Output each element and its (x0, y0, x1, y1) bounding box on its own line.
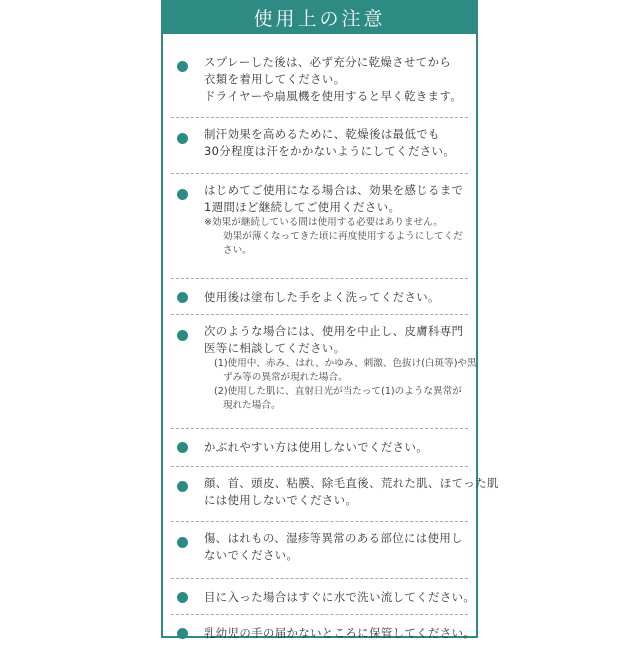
caution-text-line: 1週間ほど継続してご使用ください。 (204, 200, 401, 214)
caution-title: 使用上の注意 (253, 7, 386, 30)
bullet-dot-icon (177, 189, 188, 200)
caution-text-line: かぶれやすい方は使用しないでください。 (204, 440, 429, 454)
caution-item (171, 46, 468, 118)
caution-panel (161, 0, 499, 640)
caution-item (171, 522, 468, 579)
caution-note-line: さい。 (223, 245, 252, 256)
caution-text-line: はじめてご使用になる場合は、効果を感じるまで (204, 183, 464, 197)
bullet-dot-icon (177, 592, 188, 603)
caution-text-line: 衣類を着用してください。 (204, 72, 346, 86)
caution-note-line: ずみ等の異常が現れた場合。 (223, 372, 348, 383)
caution-note-line: (1)使用中、赤み、はれ、かゆみ、刺激、色抜け(白斑等)や黒 (214, 358, 477, 369)
caution-text-line: 制汗効果を高めるために、乾燥後は最低でも (204, 127, 440, 141)
caution-text-line: スプレーした後は、必ず充分に乾燥させてから (204, 55, 452, 69)
bullet-dot-icon (177, 628, 188, 639)
bullet-dot-icon (177, 61, 188, 72)
caution-text-line: 使用後は塗布した手をよく洗ってください。 (204, 290, 440, 304)
caution-text-line: には使用しないでください。 (204, 493, 358, 507)
caution-text-line: 傷、はれもの、湿疹等異常のある部位には使用し (204, 531, 463, 545)
caution-text-line: ドライヤーや扇風機を使用すると早く乾きます。 (204, 89, 463, 103)
caution-text-line: 目に入った場合はすぐに水で洗い流してください。 (204, 590, 476, 604)
caution-item (171, 467, 499, 522)
caution-text-line: 乳幼児の手の届かないところに保管してください。 (204, 626, 476, 640)
caution-text-line: 顔、首、頭皮、粘膜、除毛直後、荒れた肌、ほてった肌 (204, 476, 499, 490)
caution-item (171, 615, 476, 651)
bullet-dot-icon (177, 133, 188, 144)
caution-item (171, 279, 468, 315)
caution-text-line: 次のような場合には、使用を中止し、皮膚科専門 (204, 324, 464, 338)
bullet-dot-icon (177, 330, 188, 341)
caution-text-line: 30分程度は汗をかかないようにしてください。 (204, 144, 456, 158)
caution-item (171, 118, 468, 174)
bullet-dot-icon (177, 481, 188, 492)
caution-note-line: 現れた場合。 (223, 400, 281, 411)
caution-note-line: (2)使用した肌に、直射日光が当たって(1)のような異常が (214, 386, 462, 397)
caution-text-line: 医等に相談してください。 (204, 341, 346, 355)
caution-item (171, 315, 477, 429)
caution-item (171, 174, 468, 279)
caution-text-line: ないでください。 (204, 548, 299, 562)
caution-item (171, 579, 476, 615)
caution-note-line: ※効果が継続している間は使用する必要はありません。 (204, 217, 443, 228)
bullet-dot-icon (177, 537, 188, 548)
caution-note-line: 効果が薄くなってきた頃に再度使用するようにしてくだ (223, 231, 463, 242)
caution-list (163, 34, 499, 651)
caution-item (171, 429, 468, 467)
bullet-dot-icon (177, 292, 188, 303)
bullet-dot-icon (177, 442, 188, 453)
caution-header (163, 0, 476, 34)
